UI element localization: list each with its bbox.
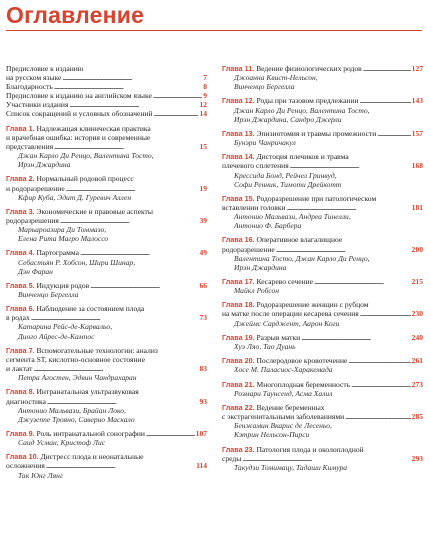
chapter-number: Глава 17. (222, 277, 255, 286)
page-number: 215 (411, 277, 423, 286)
chapter-number: Глава 10. (6, 452, 39, 462)
chapter-title: с экстрагенитальными заболеваниями (222, 412, 345, 422)
chapter-title: Дистоция плечиков и травма (256, 152, 349, 162)
chapter-title: Разрыв матки (256, 332, 301, 342)
entry-title-line (6, 82, 207, 91)
entry-title-line (6, 429, 207, 438)
dot-leader (301, 333, 410, 342)
chapter-number: Глава 14. (222, 152, 255, 162)
chapter-title: Индукция родов (36, 280, 90, 290)
chapter-title: Послеродовое кровотечение (256, 356, 348, 366)
entry-title-line (6, 355, 207, 364)
entry-title-line (6, 216, 207, 225)
chapter-title: родоразрешение (222, 244, 275, 254)
chapter-title: Вспомогательные технологии: анализ (36, 345, 158, 355)
chapter-title: диагностика (6, 396, 46, 406)
chapter-number: Глава 3. (6, 206, 35, 216)
entry-title-line (6, 304, 207, 313)
page-number: 9 (203, 91, 207, 101)
entry-title-line (6, 109, 207, 118)
entry-title-line (222, 129, 423, 138)
page-number: 12 (199, 100, 207, 110)
chapter-title: на русском языке (6, 73, 62, 83)
chapter-entry[interactable] (222, 445, 423, 472)
entry-title-line (222, 161, 423, 170)
page-number: 114 (196, 461, 207, 471)
entry-title-line (222, 454, 423, 463)
dot-leader (146, 429, 195, 438)
dot-leader (345, 412, 410, 421)
chapter-number: Глава 4. (6, 248, 35, 258)
dot-leader (66, 184, 199, 193)
chapter-authors: Майкл Робсон (234, 286, 279, 296)
toc-title: Оглавление (6, 2, 145, 28)
chapter-authors: Себастьян Р. Хобсон, Шири Шинар, (18, 257, 136, 267)
page-number: 240 (411, 332, 423, 342)
dot-leader (46, 461, 195, 470)
chapter-number: Глава 23. (222, 444, 255, 454)
entry-title-line (6, 346, 207, 355)
chapter-entry[interactable] (6, 248, 207, 275)
chapter-entry[interactable] (222, 403, 423, 439)
page-number: 39 (199, 215, 207, 225)
chapter-authors: Розмари Таунсенд, Асма Халил (234, 388, 333, 398)
dot-leader (80, 248, 198, 257)
front-matter-entry[interactable] (6, 82, 207, 91)
chapter-authors: Винченцо Бергелла (18, 290, 79, 299)
entry-title-line (222, 333, 423, 342)
chapter-entry[interactable] (222, 277, 423, 295)
entry-title-line (6, 207, 207, 216)
chapter-title: сегмента ST, кислотно-основное состояние (6, 354, 145, 364)
chapter-entry[interactable] (6, 452, 207, 479)
chapter-authors: Так Юнг Лянг (18, 470, 63, 480)
chapter-authors: Катарина Рейс-де-Карвальо, (18, 322, 113, 332)
chapter-authors: Ирэн Джардина (18, 160, 71, 170)
chapter-number: Глава 22. (222, 402, 255, 412)
entry-title-line (222, 96, 423, 105)
page-number: 14 (199, 109, 207, 119)
entry-title-line (222, 412, 423, 421)
chapter-authors: Бунэри Чанричакул (234, 138, 296, 148)
front-matter-entry[interactable] (6, 91, 207, 100)
chapter-title: Дистресс плода и неонатальные (40, 452, 144, 462)
chapter-title: и родоразрешение (6, 183, 65, 193)
chapter-title: Многоплодная беременность (256, 379, 351, 389)
chapter-authors: Елена Рита Магро Малоссо (18, 234, 109, 244)
dot-leader (60, 216, 199, 225)
page-number: 107 (195, 428, 207, 438)
entry-title-line (6, 64, 207, 73)
dot-leader (276, 245, 411, 254)
chapter-authors: Крессида Бонд, Рейчел Гринвуд, (234, 170, 337, 180)
chapter-title: и врачебная ошибка: история и современные (6, 132, 151, 142)
dot-leader (47, 397, 199, 406)
chapter-title: плечевого сплетения (222, 161, 289, 171)
chapter-authors: Хосе М. Паласиос-Харакемада (234, 365, 333, 375)
chapter-title: родоразрешения (6, 215, 59, 225)
chapter-entry[interactable] (6, 346, 207, 382)
chapter-authors: Дэн Фаран (18, 266, 53, 276)
chapter-authors: Бенжамин Вкарис де Лесеньо, (234, 421, 332, 431)
chapter-authors: Джан Карло Ди Ренцо, Валентина Тосто, (234, 105, 370, 115)
entry-title-line (222, 445, 423, 454)
front-matter-entry[interactable] (6, 109, 207, 118)
chapter-entry[interactable] (222, 152, 423, 188)
entry-title-line (6, 397, 207, 406)
chapter-title: на матке после операции кесарева сечения (222, 309, 359, 319)
page-number: 181 (411, 202, 423, 212)
page-number: 49 (199, 248, 207, 258)
dot-leader (360, 309, 411, 318)
entry-title-line (6, 461, 207, 470)
page-number: 73 (199, 313, 207, 323)
chapter-entry[interactable] (222, 356, 423, 374)
chapter-title: Кесарево сечение (256, 277, 314, 286)
chapter-number: Глава 9. (6, 428, 35, 438)
page-number: 7 (203, 73, 207, 83)
page-number: 157 (411, 128, 423, 138)
page-number: 273 (411, 379, 423, 389)
page-number: 143 (411, 96, 423, 106)
chapter-entry[interactable] (222, 96, 423, 123)
chapter-entry[interactable] (222, 64, 423, 91)
entry-title-line (222, 356, 423, 365)
entry-title-line (6, 124, 207, 133)
chapter-authors: Софи Ренник, Тимоти Дрейкотт (234, 179, 342, 189)
entry-title-line (6, 73, 207, 82)
chapter-authors: Ирэн Джардина, Сандро Джерли (234, 114, 342, 124)
page-number: 127 (411, 64, 423, 73)
chapter-title: Предисловие к изданию на английском языке (6, 91, 152, 101)
dot-leader (242, 454, 410, 463)
dot-leader (154, 109, 199, 118)
chapter-entry[interactable] (6, 429, 207, 447)
chapter-title: Партограмма (36, 248, 79, 258)
chapter-title: Наблюдение за состоянием плода (36, 304, 145, 314)
entry-title-line (222, 309, 423, 318)
chapter-number: Глава 20. (222, 356, 255, 366)
chapter-number: Глава 15. (222, 193, 255, 203)
chapter-authors: Антонио Мальвази, Андреа Тинелли, (234, 212, 351, 222)
title-rule (6, 30, 422, 31)
chapter-title: Экономические и правовые аспекты (36, 206, 153, 216)
dot-leader (348, 356, 410, 365)
chapter-entry[interactable] (6, 174, 207, 201)
entry-title-line (6, 174, 207, 183)
chapter-title: представления (6, 141, 54, 151)
chapter-authors: Хуэ Ляо, Тао Дуань (234, 341, 296, 351)
chapter-title: Нормальный родовой процесс (36, 174, 134, 184)
front-matter-entry[interactable] (6, 100, 207, 109)
chapter-authors: Петра Агостен, Эдвин Чандрахаран (18, 373, 137, 383)
chapter-authors: Валентина Тосто, Джан Карло Ди Ренцо, (234, 253, 370, 263)
page-number: 285 (411, 412, 423, 422)
chapter-title: Роды при тазовом предлежании (256, 96, 359, 106)
chapter-title: и лактат (6, 364, 33, 374)
chapter-title: Участники издания (6, 100, 69, 110)
chapter-entry[interactable] (222, 333, 423, 351)
chapter-number: Глава 2. (6, 174, 35, 184)
chapter-authors: Ирэн Джардина (234, 262, 287, 272)
entry-title-line (6, 91, 207, 100)
chapter-number: Глава 11. (222, 64, 255, 73)
dot-leader (351, 380, 411, 389)
entry-title-line (6, 313, 207, 322)
entry-title-line (222, 194, 423, 203)
chapter-entry[interactable] (6, 281, 207, 299)
entry-title-line (222, 152, 423, 161)
chapter-title: в родах (6, 313, 30, 323)
entry-title-line (6, 100, 207, 109)
entry-title-line (222, 64, 423, 73)
entry-title-line (222, 245, 423, 254)
chapter-title: Родоразрешение женщин с рубцом (256, 300, 369, 310)
chapter-number: Глава 1. (6, 123, 35, 133)
entry-title-line (222, 380, 423, 389)
chapter-title: среды (222, 453, 242, 463)
chapter-number: Глава 18. (222, 300, 255, 310)
chapter-title: Надлежащая клиническая практика (36, 123, 151, 133)
page-number: 200 (411, 244, 423, 254)
page-number: 15 (199, 141, 207, 151)
entry-title-line (222, 300, 423, 309)
entry-title-line (6, 248, 207, 257)
page-number: 93 (199, 396, 207, 406)
chapter-authors: Джоанна Квист-Нельсон, (234, 73, 318, 83)
page-number: 83 (199, 364, 207, 374)
page-number: 8 (203, 82, 207, 92)
dot-leader (54, 82, 202, 91)
chapter-title: вставлении головки (222, 202, 286, 212)
chapter-title: Благодарность (6, 82, 53, 92)
chapter-authors: Такудзи Томимацу, Тадаши Кимура (234, 462, 348, 472)
page-number: 19 (199, 183, 207, 193)
toc-right-column (222, 64, 423, 472)
chapter-entry[interactable] (222, 129, 423, 147)
chapter-entry[interactable] (6, 207, 207, 243)
page-number: 293 (411, 453, 423, 463)
dot-leader (377, 129, 410, 138)
dot-leader (314, 277, 411, 286)
entry-title-line (6, 364, 207, 373)
entry-title-line (6, 142, 207, 151)
chapter-title: Родоразрешение при патологическом (256, 193, 377, 203)
chapter-authors: Джеймс Сарджент, Аарон Коги (234, 318, 340, 328)
chapter-title: Эпизиотомия и травмы промежности (256, 128, 377, 138)
chapter-number: Глава 16. (222, 235, 255, 245)
dot-leader (54, 142, 198, 151)
chapter-entry[interactable] (222, 194, 423, 230)
dot-leader (62, 73, 202, 82)
page-number: 66 (199, 280, 207, 290)
chapter-authors: Диого Айрес-де-Кампос (18, 331, 95, 341)
dot-leader (360, 96, 411, 105)
chapter-authors: Кэтрин Нельсон-Пирси (234, 430, 310, 440)
chapter-entry[interactable] (6, 387, 207, 423)
chapter-title: Оперативное влагалищное (256, 235, 343, 245)
entry-title-line (222, 403, 423, 412)
chapter-title: Интранатальная ультразвуковая (36, 387, 139, 397)
toc-left-column (6, 64, 207, 480)
dot-leader (69, 100, 198, 109)
chapter-number: Глава 21. (222, 379, 255, 389)
front-matter-entry[interactable] (6, 64, 207, 82)
page-number: 261 (411, 356, 423, 366)
dot-leader (153, 91, 202, 100)
chapter-authors: Кфир Куба, Эдит Д. Гуревич Аллен (18, 192, 132, 202)
chapter-number: Глава 6. (6, 304, 35, 314)
chapter-authors: Саид Усман, Кристоф Лис (18, 438, 106, 448)
chapter-title: Предисловие к изданию (6, 64, 84, 73)
chapter-title: Патология плода и околоплодной (256, 444, 364, 454)
chapter-number: Глава 7. (6, 345, 35, 355)
entry-title-line (6, 281, 207, 290)
chapter-number: Глава 12. (222, 96, 255, 106)
dot-leader (31, 313, 199, 322)
entry-title-line (6, 452, 207, 461)
chapter-title: осложнения (6, 461, 45, 471)
entry-title-line (6, 387, 207, 396)
dot-leader (33, 364, 198, 373)
dot-leader (287, 203, 411, 212)
entry-title-line (222, 203, 423, 212)
entry-title-line (6, 184, 207, 193)
chapter-entry[interactable] (6, 124, 207, 169)
chapter-authors: Антонио Мальвази, Брайан Локо, (18, 405, 126, 415)
chapter-authors: Марьароазира Ди Томмазо, (18, 225, 107, 235)
dot-leader (363, 64, 411, 73)
chapter-entry[interactable] (6, 304, 207, 340)
chapter-authors: Джузеппе Трояно, Саверио Маскало (18, 414, 135, 424)
dot-leader (90, 281, 198, 290)
chapter-authors: Винченцо Бергелла (234, 82, 295, 92)
chapter-title: Роль интранатальной сонографии (36, 428, 145, 438)
page-number: 168 (411, 161, 423, 171)
chapter-authors: Антонио Ф. Барбера (234, 221, 302, 231)
chapter-authors: Джан Карло Ди Ренцо, Валентина Тосто, (18, 151, 154, 161)
page-number: 230 (411, 309, 423, 319)
chapter-entry[interactable] (222, 235, 423, 271)
chapter-number: Глава 8. (6, 387, 35, 397)
chapter-number: Глава 19. (222, 332, 255, 342)
dot-leader (290, 161, 411, 170)
chapter-title: Ведение беременных (256, 402, 325, 412)
chapter-number: Глава 5. (6, 280, 35, 290)
chapter-title: Ведение физиологических родов (256, 64, 362, 73)
chapter-title: Список сокращений и условных обозначений (6, 109, 153, 119)
chapter-entry[interactable] (222, 300, 423, 327)
entry-title-line (6, 133, 207, 142)
entry-title-line (222, 277, 423, 286)
chapter-number: Глава 13. (222, 128, 255, 138)
chapter-entry[interactable] (222, 380, 423, 398)
entry-title-line (222, 235, 423, 244)
